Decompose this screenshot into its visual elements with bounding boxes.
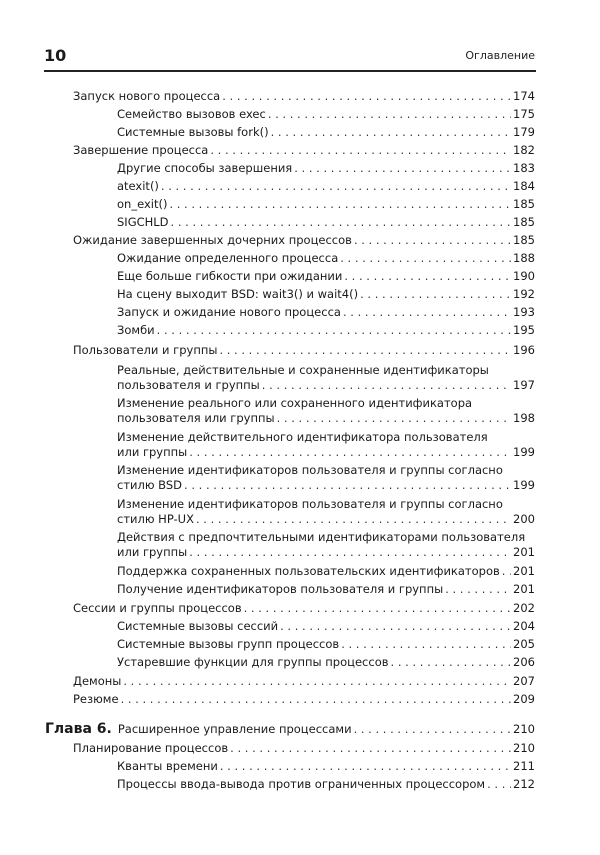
toc-page-number: 183 bbox=[513, 161, 535, 175]
toc-entry-line bbox=[117, 214, 535, 231]
toc-entry-line bbox=[117, 268, 535, 285]
toc-entry-title-line1: Изменение действительного идентификатора пользователя bbox=[117, 430, 488, 444]
toc-entry-title: Запуск и ожидание нового процесса bbox=[117, 305, 341, 319]
dot-leader bbox=[169, 196, 511, 213]
toc-entry-line bbox=[117, 581, 535, 598]
toc-page-number: 175 bbox=[513, 107, 535, 121]
toc-page-number: 200 bbox=[513, 512, 535, 526]
dot-leader bbox=[343, 304, 511, 321]
dot-leader bbox=[230, 740, 511, 757]
toc-entry-title: on_exit() bbox=[117, 197, 168, 211]
dot-leader bbox=[157, 322, 511, 339]
toc-entry-title: Завершение процесса bbox=[73, 143, 209, 157]
toc-entry-title: Ожидание завершенных дочерних процессов bbox=[73, 233, 352, 247]
toc-entry-title: Другие способы завершения bbox=[117, 161, 293, 175]
toc-entry-title: Кванты времени bbox=[117, 759, 218, 773]
toc-entry-title: или группы bbox=[117, 545, 188, 559]
toc-entry-title: На сцену выходит BSD: wait3() и wait4() bbox=[117, 287, 359, 301]
toc-entry-title: Ожидание определенного процесса bbox=[117, 251, 339, 265]
toc-page-number: 174 bbox=[513, 89, 535, 103]
toc-entry-title: Получение идентификаторов пользователя и группы bbox=[117, 582, 444, 596]
dot-leader bbox=[268, 106, 511, 123]
dot-leader bbox=[354, 721, 511, 738]
toc-page-number: 210 bbox=[513, 722, 535, 736]
toc-page-number: 202 bbox=[513, 601, 535, 615]
toc-entry-line bbox=[117, 776, 535, 793]
dot-leader bbox=[189, 544, 511, 561]
toc-entry-title: Резюме bbox=[73, 692, 119, 706]
toc-entry-line bbox=[117, 444, 535, 461]
toc-page-number: 188 bbox=[513, 251, 535, 265]
toc-entry-line bbox=[73, 740, 535, 757]
toc-page-number: 199 bbox=[513, 445, 535, 459]
toc-entry-title: пользователя или группы bbox=[117, 411, 275, 425]
toc-entry-line bbox=[73, 673, 535, 690]
running-head: Оглавление bbox=[465, 49, 535, 62]
toc-entry-line bbox=[45, 721, 535, 738]
toc-entry-title: atexit() bbox=[117, 179, 159, 193]
dot-leader bbox=[280, 618, 511, 635]
dot-leader bbox=[219, 342, 511, 359]
toc-page-number: 204 bbox=[513, 619, 535, 633]
toc-entry-title: Семейство вызовов exec bbox=[117, 107, 266, 121]
header-rule bbox=[44, 70, 536, 72]
toc-page-number: 210 bbox=[513, 741, 535, 755]
toc-page-number: 196 bbox=[513, 343, 535, 357]
toc-page-number: 179 bbox=[513, 125, 535, 139]
dot-leader bbox=[344, 268, 511, 285]
toc-page-number: 190 bbox=[513, 269, 535, 283]
toc-entry-line bbox=[117, 377, 535, 394]
dot-leader bbox=[294, 160, 511, 177]
page-number: 10 bbox=[44, 46, 67, 65]
dot-leader bbox=[222, 88, 511, 105]
toc-entry-line bbox=[117, 304, 535, 321]
toc-entry-line bbox=[117, 618, 535, 635]
toc-entry-title: пользователя и группы bbox=[117, 378, 260, 392]
toc-entry-line bbox=[117, 322, 535, 339]
toc-entry-line bbox=[117, 410, 535, 427]
toc-page-number: 192 bbox=[513, 287, 535, 301]
dot-leader bbox=[391, 654, 512, 671]
toc-entry-line bbox=[117, 511, 535, 528]
toc-entry-line bbox=[73, 691, 535, 708]
toc-page-number: 185 bbox=[513, 215, 535, 229]
toc-entry-title: Еще больше гибкости при ожидании bbox=[117, 269, 343, 283]
toc-entry-line bbox=[117, 178, 535, 195]
toc-entry-line bbox=[73, 232, 535, 249]
dot-leader bbox=[196, 511, 511, 528]
toc-entry-line bbox=[117, 758, 535, 775]
toc-entry-line bbox=[73, 600, 535, 617]
toc-entry-title: стилю BSD bbox=[117, 478, 183, 492]
dot-leader bbox=[262, 377, 511, 394]
dot-leader bbox=[487, 776, 511, 793]
toc-entry-title: Системные вызовы fork() bbox=[117, 125, 269, 139]
dot-leader bbox=[340, 250, 511, 267]
toc-entry-title-line1: Изменение идентификаторов пользователя и группы согласно bbox=[117, 463, 503, 477]
toc-page-number: 198 bbox=[513, 411, 535, 425]
toc-entry-title: стилю HP-UX bbox=[117, 512, 194, 526]
dot-leader bbox=[171, 214, 512, 231]
toc-page-number: 184 bbox=[513, 179, 535, 193]
chapter-label: Глава 6. bbox=[45, 721, 112, 737]
toc-page-number: 197 bbox=[513, 378, 535, 392]
toc-page-number: 199 bbox=[513, 478, 535, 492]
toc-entry-title: Системные вызовы групп процессов bbox=[117, 637, 340, 651]
toc-entry-title: Устаревшие функции для группы процессов bbox=[117, 655, 389, 669]
toc-entry-line bbox=[117, 160, 535, 177]
toc-page-number: 212 bbox=[513, 777, 535, 791]
toc-entry-title: SIGCHLD bbox=[117, 215, 169, 229]
toc-entry-line bbox=[117, 654, 535, 671]
toc-entry-line bbox=[117, 106, 535, 123]
dot-leader bbox=[360, 286, 511, 303]
toc-page-number: 193 bbox=[513, 305, 535, 319]
dot-leader bbox=[502, 563, 511, 580]
toc-entry-line bbox=[117, 124, 535, 141]
toc-entry-line bbox=[117, 477, 535, 494]
toc-page-number: 205 bbox=[513, 637, 535, 651]
toc-page-number: 201 bbox=[513, 545, 535, 559]
toc-entry-title: Планирование процессов bbox=[73, 741, 229, 755]
toc-entry-title: Пользователи и группы bbox=[73, 343, 218, 357]
toc-entry-title: Зомби bbox=[117, 323, 155, 337]
toc-entry-line bbox=[117, 250, 535, 267]
toc-page-number: 209 bbox=[513, 692, 535, 706]
dot-leader bbox=[220, 758, 511, 775]
toc-entry-title-line1: Реальные, действительные и сохраненные идентификаторы bbox=[117, 363, 489, 377]
toc-entry-title-line1: Действия с предпочтительными идентификаторами пользователя bbox=[117, 530, 526, 544]
toc-page-number: 201 bbox=[513, 582, 535, 596]
dot-leader bbox=[121, 691, 511, 708]
toc-entry-title-line1: Изменение реального или сохраненного идентификатора bbox=[117, 396, 473, 410]
toc-entry-line bbox=[117, 196, 535, 213]
toc-entry-line bbox=[117, 563, 535, 580]
toc-page-number: 211 bbox=[513, 759, 535, 773]
dot-leader bbox=[277, 410, 511, 427]
toc-entry-title-line1: Изменение идентификаторов пользователя и группы согласно bbox=[117, 497, 503, 511]
toc-page-number: 207 bbox=[513, 674, 535, 688]
toc-entry-line bbox=[73, 142, 535, 159]
toc-entry-line bbox=[117, 636, 535, 653]
dot-leader bbox=[161, 178, 511, 195]
toc-entry-title: Демоны bbox=[73, 674, 122, 688]
toc-page-number: 185 bbox=[513, 233, 535, 247]
dot-leader bbox=[354, 232, 511, 249]
toc-page-number: 185 bbox=[513, 197, 535, 211]
toc-page-number: 182 bbox=[513, 143, 535, 157]
dot-leader bbox=[271, 124, 511, 141]
dot-leader bbox=[210, 142, 511, 159]
dot-leader bbox=[445, 581, 511, 598]
toc-entry-title: Сессии и группы процессов bbox=[73, 601, 242, 615]
toc-entry-line bbox=[117, 544, 535, 561]
toc-entry-line bbox=[117, 286, 535, 303]
toc-page-number: 195 bbox=[513, 323, 535, 337]
toc-entry-title: Поддержка сохраненных пользовательских идентификаторов bbox=[117, 564, 500, 578]
toc-entry-title: Расширенное управление процессами bbox=[117, 722, 352, 736]
toc-entry-line bbox=[73, 342, 535, 359]
dot-leader bbox=[189, 444, 511, 461]
dot-leader bbox=[341, 636, 511, 653]
toc-entry-line bbox=[73, 88, 535, 105]
toc-entry-title: Процессы ввода-вывода против ограниченных процессором bbox=[117, 777, 486, 791]
toc-page-number: 201 bbox=[513, 564, 535, 578]
dot-leader bbox=[123, 673, 511, 690]
toc-page-number: 206 bbox=[513, 655, 535, 669]
dot-leader bbox=[184, 477, 511, 494]
toc-entry-title: или группы bbox=[117, 445, 188, 459]
toc-entry-title: Запуск нового процесса bbox=[73, 89, 221, 103]
dot-leader bbox=[244, 600, 511, 617]
toc-entry-title: Системные вызовы сессий bbox=[117, 619, 279, 633]
